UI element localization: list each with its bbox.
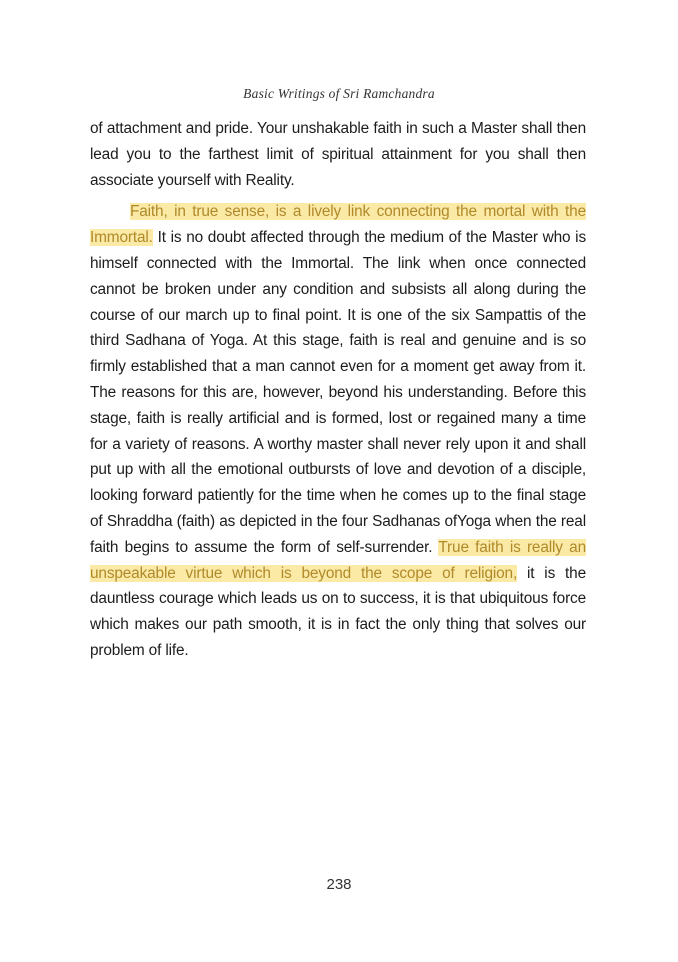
paragraph-1: of attachment and pride. Your unshakable faith in such a Master shall then lead you to the farthest limit of spiritual attainment for you shall then associate yourself with Reality. [90, 120, 586, 189]
page-number: 238 [326, 876, 352, 893]
highlighted-passage-2: True faith is really an unspeakable virtue which is beyond the scope of religion, [90, 538, 586, 582]
running-header: Basic Writings of Sri Ramchandra [243, 86, 435, 101]
text-body [90, 116, 586, 664]
paragraph-2 [90, 199, 586, 663]
paragraph-2-text-1: It is no doubt affected through the medium of the Master who is himself connected with the Immortal. The link when once connected cannot be broken under any condition and subsists all along during the course of our march up to final point. It is one of the six Sampattis of the third Sadhana of Yoga. At this stage, faith is real and genuine and is so firmly established that a man cannot even for a moment get away from it. The reasons for this are, however, beyond his understanding. Before this stage, faith is really artificial and is formed, lost or regained many a time for a variety of reasons. A worthy master shall never rely upon it and shall put up with all the emotional outbursts of love and devotion of a disciple, looking forward patiently for the time when he comes up to the final stage of Shraddha (faith) as depicted in the four Sadhanas ofYoga when the real faith begins to assume the form of self-surrender. [90, 229, 586, 556]
paragraph-2-text-2: it is the dauntless courage which leads us on to success, it is that ubiquitous force which makes our path smooth, it is in fact the only thing that solves our problem of life. [90, 564, 586, 659]
highlighted-passage-1: Faith, in true sense, is a lively link connecting the mortal with the Immortal. [90, 203, 586, 247]
